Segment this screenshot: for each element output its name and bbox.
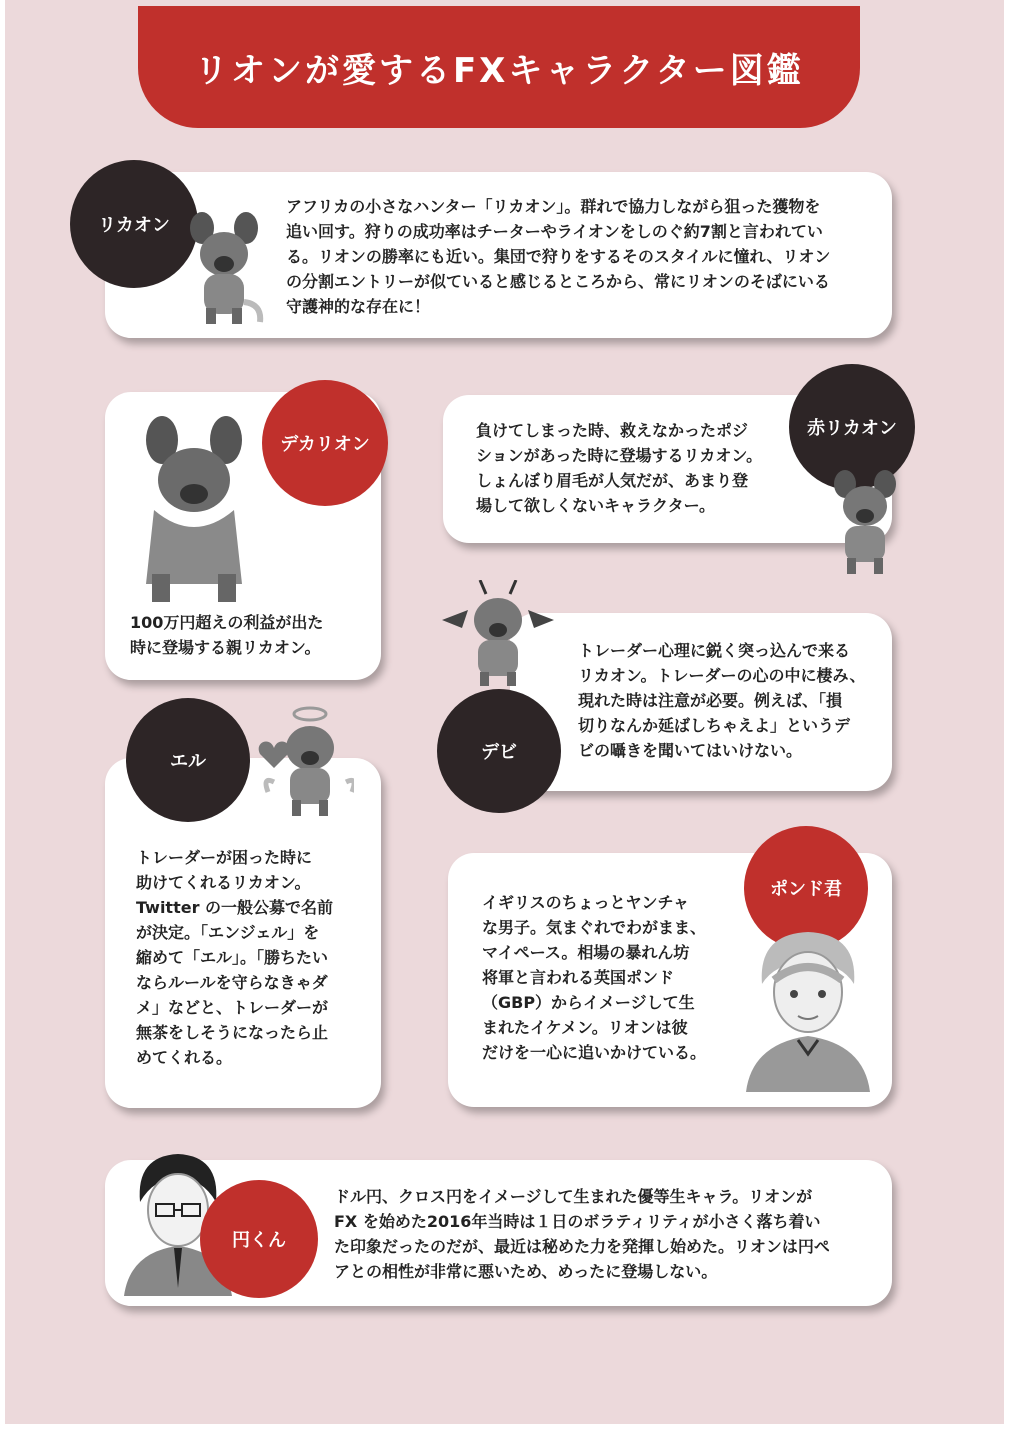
name-debi: デビ xyxy=(481,742,517,763)
desc-dekalion: 100万円超えの利益が出た 時に登場する親リカオン。 xyxy=(130,613,324,657)
name-akalikaon: 赤リカオン xyxy=(807,418,897,439)
eru-illustration xyxy=(254,702,354,822)
name-pound: ポンド君 xyxy=(770,879,842,900)
name-en: 円くん xyxy=(232,1230,286,1251)
desc-en: ドル円、クロス円をイメージして生まれた優等生キャラ。リオンが FX を始めた2016年当時は１日のボラティリティが小さく落ち着い た印象だったのだが、最近は秘めた力を発揮し始めた。リオンは円ペ アとの相性が非常に悪いため、めったに登場しない。 xyxy=(334,1187,830,1281)
title-banner xyxy=(138,6,860,128)
likaon-illustration xyxy=(180,212,268,327)
badge-eru xyxy=(126,698,250,822)
desc-debi: トレーダー心理に鋭く突っ込んで来る リカオン。トレーダーの心の中に棲み、 現れた時は注意が必要。例えば、「損 切りなんか延ばしちゃえよ」というデ ビの囁きを聞いてはいけない。 xyxy=(578,641,866,760)
badge-debi xyxy=(437,689,561,813)
page-title: リオンが愛するFXキャラクター図鑑 xyxy=(194,50,804,91)
desc-akalikaon: 負けてしまった時、救えなかったポジ ションがあった時に登場するリカオン。 しょんぼり眉毛が人気だが、あまり登 場して欲しくないキャラクター。 xyxy=(476,421,763,515)
name-eru: エル xyxy=(170,751,206,772)
desc-eru: トレーダーが困った時に 助けてくれるリカオン。 Twitter の一般公募で名前 が決定。「エンジェル」を 縮めて「エル」。「勝ちたい ならルールを守らなきゃダ メ」などと、トレーダーが 無茶をしそうになったら止 めてくれる。 xyxy=(136,848,334,1067)
desc-likaon: アフリカの小さなハンター「リカオン」。群れで協力しながら狙った獲物を 追い回す。狩りの成功率はチーターやライオンをしのぐ約7割と言われてい る。リオンの勝率にも近い。集団で狩りをするそのスタイルに憧れ、リオン の分割エントリーが似ていると感じるところから、常にリオンのそばにいる 守護神的な存在に！ xyxy=(286,197,831,316)
akalikaon-illustration xyxy=(825,470,905,578)
name-dekalion: デカリオン xyxy=(280,434,370,455)
badge-dekalion xyxy=(262,380,388,506)
badge-likaon xyxy=(70,160,198,288)
name-likaon: リカオン xyxy=(98,215,170,236)
dekalion-illustration xyxy=(130,414,260,606)
desc-pound: イギリスのちょっとヤンチャ な男子。気まぐれでわがまま、 マイペース。相場の暴れん坊 将軍と言われる英国ポンド （GBP）からイメージして生 まれたイケメン。リオンは彼 だけを一心に追いかけている。 xyxy=(482,893,707,1062)
debi-illustration xyxy=(438,580,558,690)
badge-en xyxy=(200,1180,318,1298)
